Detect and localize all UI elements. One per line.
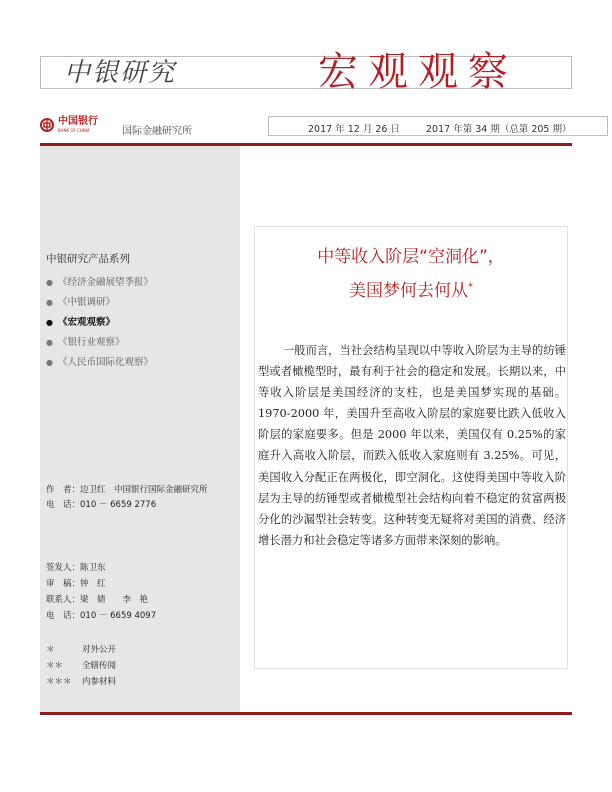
bullet-icon: ●	[46, 318, 53, 327]
article-abstract: 一般而言，当社会结构呈现以中等收入阶层为主导的纺锤型或者橄榄型时，最有利于社会的稳定和发展。长期以来，中等收入阶层是美国经济的支柱，也是美国梦实现的基础。1970-2000 年，美国升至高收入阶层的家庭要比跌入低收入阶层的家庭要多。但是 2000 年以来，美国仅有 0.25%的家庭升入高收入阶层，而跌入低收入家庭则有 3.25%。可见，美国收入分配正在两极化，即空洞化。这使得美国中等收入阶层为主导的纺锤型或者橄榄型社会结构向着不稳定的贫富两极分化的沙漏型社会转变。这种转变无疑将对美国的消费、经济增长潜力和社会稳定等诸多方面带来深刻的影响。	[258, 344, 566, 547]
contact-line	[46, 593, 148, 605]
distribution-stars: ＊＊＊	[46, 677, 72, 687]
title-footnote-marker: *	[468, 281, 473, 293]
bank-name: 中国银行	[58, 116, 98, 127]
contact-phone-label: 电 话：	[46, 611, 81, 621]
author-phone-line	[46, 498, 156, 510]
reviewer-line	[46, 577, 106, 589]
reviewer-label: 审 稿：	[46, 579, 81, 589]
signer-line	[46, 561, 106, 573]
distribution-label: 对外公开	[82, 645, 117, 655]
bullet-icon: ●	[46, 358, 53, 367]
distribution-level	[46, 675, 116, 687]
series-item-label: 《宏观观察》	[58, 317, 116, 328]
header-rule-left	[40, 56, 41, 88]
issue-date: 2017 年 12 月 26 日	[308, 124, 400, 135]
article-title-line-2	[254, 276, 568, 301]
author-line	[46, 483, 208, 495]
series-item-label: 《中银调研》	[58, 297, 116, 308]
contact-label: 联系人：	[46, 595, 81, 605]
series-item-label: 《银行业观察》	[58, 337, 125, 348]
distribution-level	[46, 643, 116, 655]
header-rule-right	[571, 56, 572, 88]
author-value: 边卫红 中国银行国际金融研究所	[80, 485, 208, 495]
contact-value: 梁 婧 李 艳	[80, 595, 149, 605]
author-label: 作 者：	[46, 485, 81, 495]
author-phone-value: 010 － 6659 2776	[80, 500, 157, 510]
distribution-stars: ＊	[46, 645, 55, 655]
bullet-icon: ●	[46, 298, 53, 307]
bullet-icon: ●	[46, 278, 53, 287]
distribution-level	[46, 659, 116, 671]
distribution-label: 全辖传阅	[82, 661, 117, 671]
sidebar	[40, 146, 240, 712]
series-item-current	[46, 314, 115, 328]
signer-value: 陈卫东	[80, 563, 106, 573]
series-item	[46, 334, 125, 348]
author-phone-label: 电 话：	[46, 500, 81, 510]
series-item	[46, 274, 153, 288]
signer-label: 签发人：	[46, 563, 81, 573]
series-item	[46, 354, 153, 368]
contact-phone-value: 010 － 6659 4097	[80, 611, 157, 621]
bank-of-china-logo-icon	[40, 118, 54, 132]
reviewer-value: 钟 红	[80, 579, 106, 589]
bullet-icon: ●	[46, 338, 53, 347]
brand-logo-text: 中银研究	[64, 58, 177, 88]
institute-name: 国际金融研究所	[122, 126, 192, 137]
article-title-text: 美国梦何去何从	[349, 281, 468, 301]
contact-phone-line	[46, 609, 156, 621]
distribution-stars: ＊＊	[46, 661, 64, 671]
series-item-label: 《人民币国际化观察》	[58, 357, 154, 368]
issue-number: 2017 年第 34 期（总第 205 期）	[426, 124, 572, 135]
footer-divider	[40, 712, 572, 715]
series-heading: 中银研究产品系列	[46, 253, 130, 265]
series-title: 宏观观察	[318, 49, 518, 95]
distribution-label: 内参材料	[82, 677, 117, 687]
series-item-label: 《经济金融展望季报》	[58, 277, 154, 288]
bank-name-en: BANK OF CHINA	[58, 128, 90, 133]
article-title-line-1: 中等收入阶层“空洞化”，	[317, 247, 505, 267]
series-item	[46, 294, 115, 308]
